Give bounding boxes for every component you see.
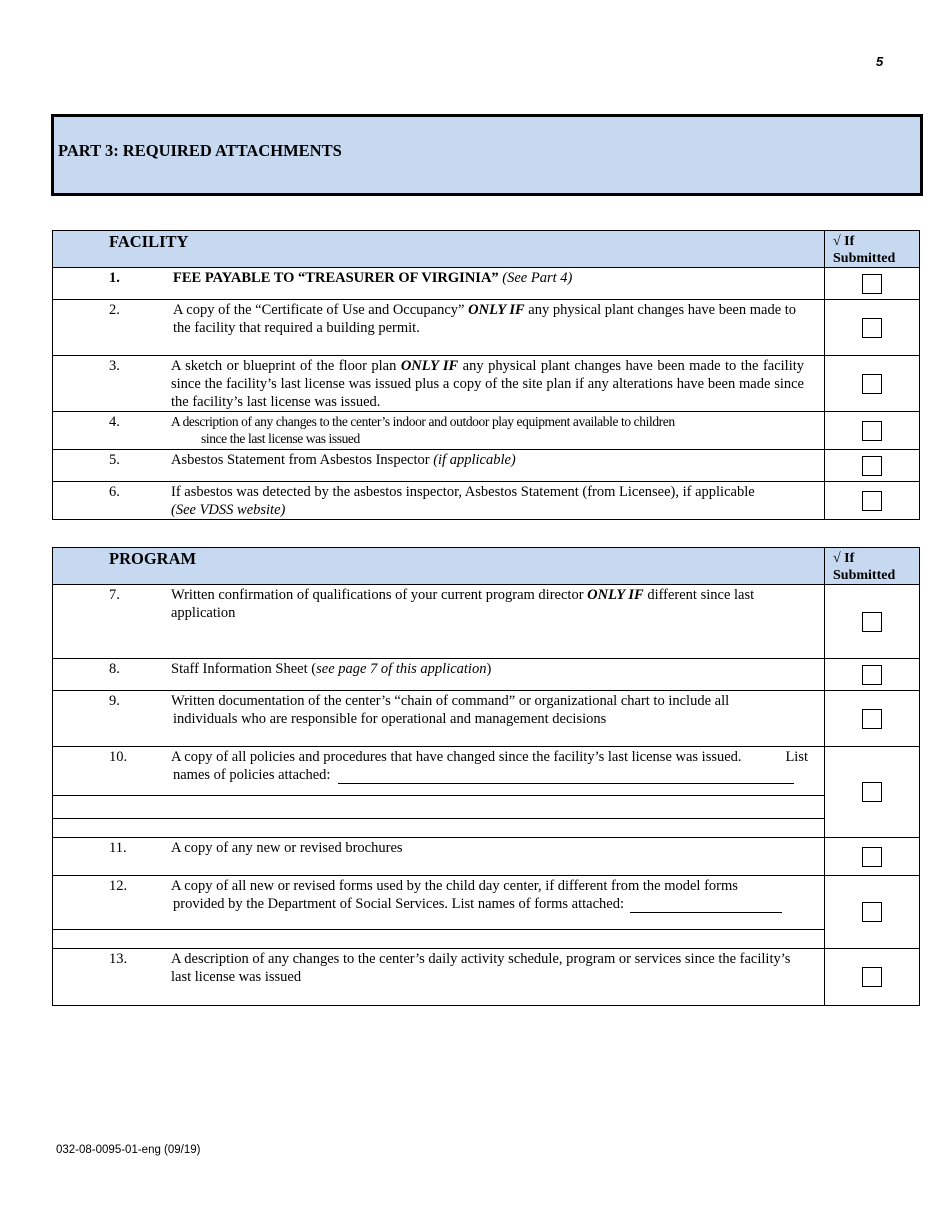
item-text: Written confirmation of qualifications of your current program director <box>171 587 584 603</box>
item-number: 13. <box>109 951 128 967</box>
table-row <box>53 691 920 747</box>
item-text: Staff Information Sheet ( <box>171 661 317 677</box>
item-number: 2. <box>109 302 120 318</box>
blank-line-row[interactable] <box>53 930 825 949</box>
table-row <box>53 876 920 930</box>
item-text-list: List <box>785 749 808 765</box>
item-text-cont: any physical plant changes have been made to the facility that required a building permit. <box>173 302 797 336</box>
table-row <box>53 747 920 796</box>
table-row-blank <box>53 930 920 949</box>
item-text: A copy of the “Certificate of Use and Occupancy” <box>173 302 465 318</box>
submitted-checkbox[interactable] <box>862 902 882 922</box>
item-note: (if applicable) <box>433 452 516 468</box>
item-text: A sketch or blueprint of the floor plan <box>171 358 397 374</box>
item-text-cont: since the last license was issued <box>201 431 360 446</box>
table-row <box>53 412 920 450</box>
item-number: 11. <box>109 840 127 856</box>
part-header <box>51 114 923 196</box>
table-row-blank <box>53 796 920 819</box>
item-number: 5. <box>109 452 120 468</box>
table-row <box>53 300 920 356</box>
facility-table <box>52 230 920 520</box>
item-text-cont: provided by the Department of Social Services. List names of forms attached: <box>173 896 624 912</box>
submitted-checkbox[interactable] <box>862 967 882 987</box>
blank-line-row[interactable] <box>53 796 825 819</box>
item-text-cont: individuals who are responsible for operational and management decisions <box>173 711 607 727</box>
item-number: 6. <box>109 484 120 500</box>
item-number: 7. <box>109 587 120 603</box>
submitted-checkbox[interactable] <box>862 421 882 441</box>
table-row <box>53 949 920 1006</box>
submitted-checkbox[interactable] <box>862 782 882 802</box>
item-number: 10. <box>109 749 128 765</box>
submitted-checkbox[interactable] <box>862 612 882 632</box>
item-text: A copy of all new or revised forms used by the child day center, if different from the model forms <box>171 878 738 894</box>
item-text-cont: different since last application <box>171 587 755 621</box>
program-section-title: PROGRAM <box>109 549 197 568</box>
item-emphasis: ONLY IF <box>587 587 644 603</box>
item-text-cont: ) <box>486 661 492 677</box>
item-text: Written documentation of the center’s “chain of command” or organizational chart to include all <box>171 693 730 709</box>
page-number: 5 <box>876 54 884 69</box>
item-number: 4. <box>109 414 120 430</box>
item-number: 8. <box>109 661 120 677</box>
item-note: (See VDSS website) <box>171 502 286 518</box>
item-text: A copy of all policies and procedures that have changed since the facility’s last license was issued. <box>171 749 742 765</box>
item-emphasis: ONLY IF <box>468 302 525 318</box>
table-row <box>53 268 920 300</box>
table-row-blank <box>53 819 920 838</box>
program-table <box>52 547 920 1006</box>
table-row <box>53 482 920 520</box>
item-text: If asbestos was detected by the asbestos inspector, Asbestos Statement (from Licensee), if applicable <box>171 484 755 500</box>
item-text: A description of any changes to the center’s indoor and outdoor play equipment available to children <box>171 414 675 429</box>
item-note: see page 7 of this application <box>316 661 487 677</box>
policies-blank-line[interactable] <box>338 769 794 784</box>
item-emphasis: ONLY IF <box>400 358 459 374</box>
item-note: (See Part 4) <box>502 270 573 286</box>
table-row <box>53 659 920 691</box>
check-column-header: √ If Submitted <box>833 551 896 583</box>
item-text: A copy of any new or revised brochures <box>171 840 403 856</box>
submitted-checkbox[interactable] <box>862 847 882 867</box>
forms-blank-line[interactable] <box>630 898 782 913</box>
submitted-checkbox[interactable] <box>862 318 882 338</box>
item-number: 1. <box>109 270 120 286</box>
submitted-checkbox[interactable] <box>862 456 882 476</box>
part-title: PART 3: REQUIRED ATTACHMENTS <box>58 141 342 160</box>
item-text: FEE PAYABLE TO “TREASURER OF VIRGINIA” <box>173 270 499 286</box>
submitted-checkbox[interactable] <box>862 491 882 511</box>
item-number: 12. <box>109 878 128 894</box>
table-row <box>53 838 920 876</box>
submitted-checkbox[interactable] <box>862 374 882 394</box>
item-text: A description of any changes to the center’s daily activity schedule, program or services since the facility’s last license was issued <box>171 951 791 985</box>
submitted-checkbox[interactable] <box>862 709 882 729</box>
item-text-cont: any physical plant changes have been made to the facility since the facility’s last license was issued plus a copy of the site plan if any alterations have been made since the facility’s last license was issued. <box>171 358 805 410</box>
blank-line-row[interactable] <box>53 819 825 838</box>
table-row <box>53 356 920 412</box>
submitted-checkbox[interactable] <box>862 274 882 294</box>
facility-section-title: FACILITY <box>109 232 189 251</box>
item-number: 9. <box>109 693 120 709</box>
submitted-checkbox[interactable] <box>862 665 882 685</box>
item-text: Asbestos Statement from Asbestos Inspector <box>171 452 430 468</box>
check-column-header: √ If Submitted <box>833 234 896 266</box>
table-row <box>53 585 920 659</box>
form-number: 032-08-0095-01-eng (09/19) <box>56 1144 201 1156</box>
table-row <box>53 450 920 482</box>
item-number: 3. <box>109 358 120 374</box>
item-text-cont: names of policies attached: <box>173 767 331 783</box>
